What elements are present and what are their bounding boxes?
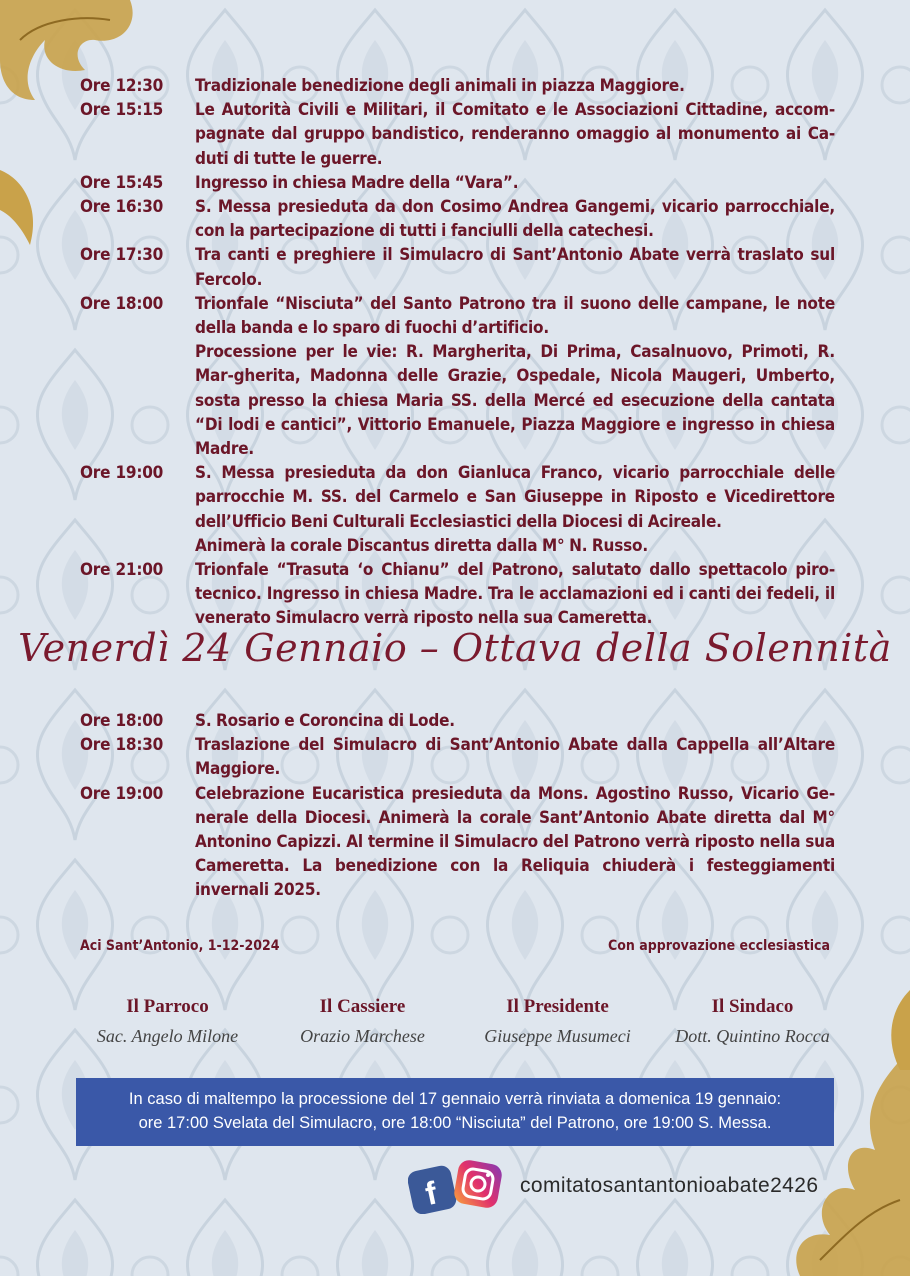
event-description	[195, 243, 835, 291]
event-description	[195, 558, 835, 631]
event-time: Ore 15:45	[80, 172, 164, 193]
weather-notice	[76, 1078, 834, 1146]
facebook-icon[interactable]	[408, 1164, 458, 1214]
signature-role: Il Sindaco	[711, 996, 794, 1017]
signature-parroco	[70, 996, 265, 1047]
event-description	[195, 292, 835, 461]
signatures	[70, 996, 850, 1047]
schedule-ottava	[80, 709, 835, 903]
event-description	[195, 195, 835, 243]
event-description	[195, 98, 835, 171]
event-time: Ore 12:30	[80, 76, 164, 96]
schedule-row	[80, 98, 835, 171]
event-description	[195, 461, 835, 558]
signature-sindaco	[655, 996, 850, 1047]
event-paragraph: Tradizionale benedizione degli animali in piazza Maggiore.	[195, 76, 685, 96]
signature-name: Sac. Angelo Milone	[96, 1026, 239, 1046]
event-paragraph: Celebrazione Eucaristica presieduta da Mons. Agostino Russo, Vicario Ge-nerale della Diocesi. Animerà la corale Sant’Antonio Abate diretta dal M° Antonino Capizzi. Al termine il Simulacro del Patrono verrà riposto nella sua Cameretta. La benedizione con la Reliquia chiuderà i festeggiamenti invernali 2025.	[195, 783, 835, 901]
event-time: Ore 18:00	[80, 293, 164, 314]
event-time: Ore 21:00	[80, 560, 164, 581]
place-date: Aci Sant’Antonio, 1-12-2024	[80, 938, 280, 954]
schedule-row	[80, 709, 835, 733]
schedule-row	[80, 243, 835, 291]
event-description	[195, 782, 835, 903]
schedule-row	[80, 733, 835, 781]
event-paragraph: Trionfale “Trasuta ‘o Chianu” del Patrono, salutato dallo spettacolo piro-tecnico. Ingresso in chiesa Madre. Tra le acclamazioni ed i canti dei fedeli, il venerato Simulacro verrà riposto nella sua Cameretta.	[195, 560, 835, 629]
approval-note: Con approvazione ecclesiastica	[608, 938, 830, 954]
event-paragraph: Le Autorità Civili e Militari, il Comitato e le Associazioni Cittadine, accom-pagnate dal gruppo bandistico, renderanno omaggio al monumento ai Ca-duti di tutte le guerre.	[195, 100, 835, 169]
schedule-row	[80, 558, 835, 631]
event-description	[195, 733, 835, 781]
section-title: Venerdì 24 Gennaio – Ottava della Solennità	[18, 626, 892, 670]
event-paragraph: S. Messa presieduta da don Gianluca Franco, vicario parrocchiale delle parrocchie M. SS. del Carmelo e San Giuseppe in Riposto e Vicedirettore dell’Ufficio Beni Culturali Ecclesiastici della Diocesi di Acireale.	[195, 463, 835, 532]
event-paragraph: Traslazione del Simulacro di Sant’Antonio Abate dalla Cappella all’Altare Maggiore.	[195, 735, 835, 780]
event-time: Ore 19:00	[80, 783, 164, 804]
event-time: Ore 17:30	[80, 245, 164, 266]
event-paragraph: Animerà la corale Discantus diretta dalla M° N. Russo.	[195, 535, 648, 556]
svg-text:f: f	[422, 1174, 440, 1212]
event-description	[195, 709, 835, 733]
event-paragraph: Ingresso in chiesa Madre della “Vara”.	[195, 172, 519, 193]
event-paragraph: Tra canti e preghiere il Simulacro di Sant’Antonio Abate verrà traslato sul Fercolo.	[195, 245, 835, 290]
schedule-row	[80, 195, 835, 243]
schedule-row	[80, 74, 835, 98]
social-links	[408, 1158, 818, 1214]
schedule-row	[80, 171, 835, 195]
event-paragraph: S. Rosario e Coroncina di Lode.	[195, 711, 455, 731]
event-paragraph: Trionfale “Nisciuta” del Santo Patrono tra il suono delle campane, le note della banda e lo sparo di fuochi d’artificio.	[195, 293, 835, 339]
signature-presidente	[460, 996, 655, 1047]
event-time: Ore 16:30	[80, 197, 164, 218]
event-time: Ore 19:00	[80, 463, 164, 484]
signature-role: Il Presidente	[506, 996, 609, 1017]
signature-name: Orazio Marchese	[300, 1026, 425, 1046]
social-handle[interactable]: comitatosantantonioabate2426	[520, 1174, 819, 1197]
signature-cassiere	[265, 996, 460, 1047]
event-time: Ore 15:15	[80, 100, 164, 121]
schedule-first-day	[80, 74, 835, 631]
notice-line-2: ore 17:00 Svelata del Simulacro, ore 18:00 “Nisciuta” del Patrono, ore 19:00 S. Messa.	[138, 1114, 772, 1132]
event-time: Ore 18:00	[80, 711, 164, 731]
event-paragraph: Processione per le vie: R. Margherita, Di Prima, Casalnuovo, Primoti, R. Mar-gherita, Madonna delle Grazie, Ospedale, Nicola Maugeri, Umberto, sosta presso la chiesa Maria SS. della Mercé ed esecuzione della cantata “Di lodi e cantici”, Vittorio Emanuele, Piazza Maggiore e ingresso in chiesa Madre.	[195, 342, 835, 460]
signature-role: Il Parroco	[126, 996, 209, 1017]
schedule-row	[80, 782, 835, 903]
instagram-icon[interactable]	[453, 1159, 504, 1210]
signature-name: Giuseppe Musumeci	[484, 1026, 631, 1046]
notice-line-1: In caso di maltempo la processione del 17 gennaio verrà rinviata a domenica 19 gennaio:	[128, 1090, 782, 1108]
event-paragraph: S. Messa presieduta da don Cosimo Andrea Gangemi, vicario parrocchiale, con la partecipazione di tutti i fanciulli della catechesi.	[195, 197, 835, 242]
event-description	[195, 171, 835, 195]
social-icons	[408, 1158, 504, 1214]
signature-role: Il Cassiere	[319, 996, 406, 1017]
event-description	[195, 74, 835, 98]
schedule-row	[80, 292, 835, 461]
event-time: Ore 18:30	[80, 735, 164, 756]
signature-name: Dott. Quintino Rocca	[675, 1026, 830, 1046]
schedule-row	[80, 461, 835, 558]
